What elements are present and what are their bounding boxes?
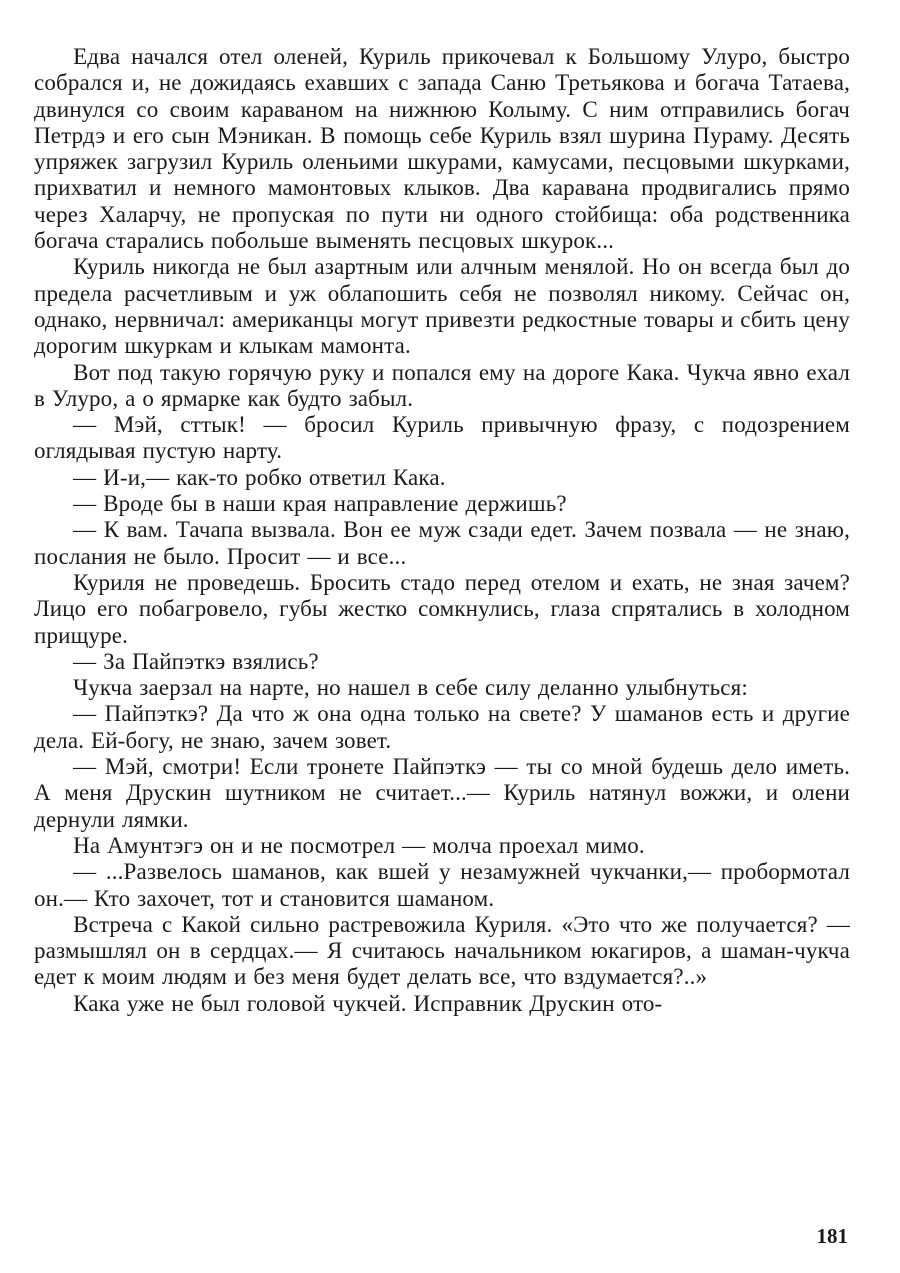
paragraph: — За Пайпэткэ взялись? [73,648,319,674]
paragraph: Кака уже не был головой чукчей. Исправник Друскин ото- [73,990,663,1016]
paragraph: — Мэй, смотри! Если тронете Пайпэткэ — ты со мной будешь дело иметь. А меня Друскин шутником не считает...— Куриль натянул вожжи, и олени дернули лямки. [34,754,850,832]
page-number: 181 [816,1224,848,1248]
paragraph: Встреча с Какой сильно растревожила Куриля. «Это что же получается? — размышлял он в сердцах.— Я считаюсь начальником юкагиров, а шаман-чукча едет к моим людям и без меня будет делать все, что вздумается?..» [34,911,850,990]
paragraph: Вот под такую горячую руку и попался ему на дороге Кака. Чукча явно ехал в Улуро, а о ярмарке как будто забыл. [34,359,850,411]
body-text [34,44,850,1017]
paragraph: — Пайпэткэ? Да что ж она одна только на свете? У шаманов есть и другие дела. Ей-богу, не знаю, зачем зовет. [34,701,850,753]
paragraph: Чукча заерзал на нарте, но нашел в себе силу деланно улыбнуться: [73,675,748,701]
paragraph: — Вроде бы в наши края направление держишь? [73,491,567,517]
paragraph: Едва начался отел оленей, Куриль прикочевал к Большому Улуро, быстро собрался и, не дожидаясь ехавших с запада Саню Третьякова и богача Татаева, двинулся со своим караваном на нижнюю Колыму. С ним отправились богач Петрдэ и его сын Мэникан. В помощь себе Куриль взял шурина Пураму. Десять упряжек загрузил Куриль оленьими шкурами, камусами, песцовыми шкурками, прихватил и немного мамонтовых клыков. Два каравана продвигались прямо через Халарчу, не пропуская по пути ни одного стойбища: оба родственника богача старались побольше выменять песцовых шкурок... [34,44,850,254]
paragraph: — Мэй, сттык! — бросил Куриль привычную фразу, с подозрением оглядывая пустую нарту. [34,412,850,464]
paragraph: Куриль никогда не был азартным или алчным менялой. Но он всегда был до предела расчетливым и уж облапошить себя не позволял никому. Сейчас он, однако, нервничал: американцы могут привезти редкостные товары и сбить цену дорогим шкуркам и клыкам мамонта. [34,254,850,359]
paragraph: — ...Развелось шаманов, как вшей у незамужней чукчанки,— пробормотал он.— Кто захочет, тот и становится шаманом. [34,859,850,911]
paragraph: Куриля не проведешь. Бросить стадо перед отелом и ехать, не зная зачем? Лицо его побагровело, губы жестко сомкнулись, глаза спрятались в холодном прищуре. [34,569,850,648]
paragraph: — К вам. Тачапа вызвала. Вон ее муж сзади едет. Зачем позвала — не знаю, послания не было. Просит — и все... [34,517,850,569]
paragraph: На Амунтэгэ он и не посмотрел — молча проехал мимо. [73,832,645,858]
paragraph: — И-и,— как-то робко ответил Кака. [73,464,446,490]
